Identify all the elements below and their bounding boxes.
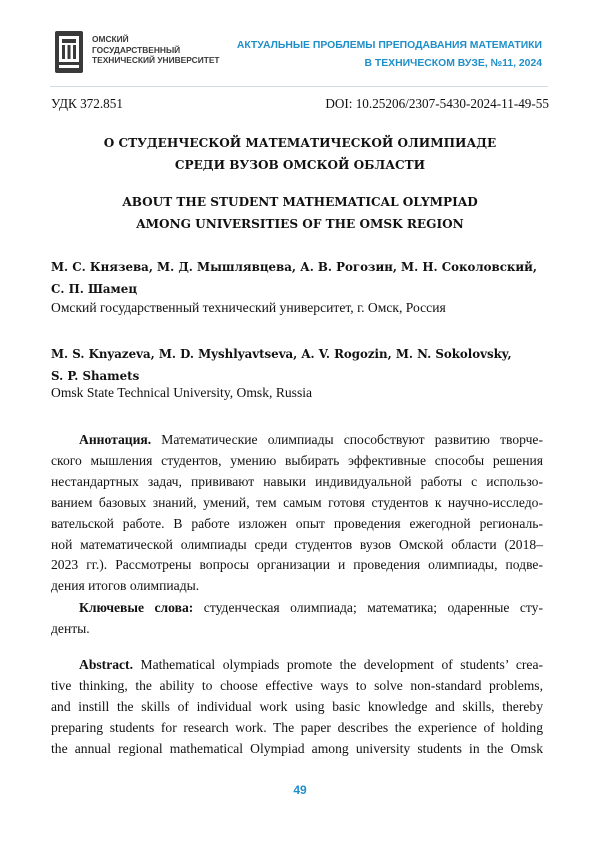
keywords-text: студенческая олимпиада; математика; одаренные сту- xyxy=(193,600,543,615)
keywords-line: денты. xyxy=(51,620,90,636)
title-english xyxy=(50,191,550,235)
authors-line: С. П. Шамец xyxy=(51,282,138,296)
page-number: 49 xyxy=(293,783,307,797)
abstract-line: вательской работе. В работе изложен опыт проведения ежегодной региональ- xyxy=(51,515,543,531)
authors-russian xyxy=(51,256,551,300)
journal-title-line: В ТЕХНИЧЕСКОМ ВУЗЕ, №11, 2024 xyxy=(364,58,542,69)
abstract-label: Аннотация. xyxy=(79,432,152,447)
university-crest-icon xyxy=(54,30,84,74)
journal-title xyxy=(237,37,542,73)
keywords-russian xyxy=(51,598,543,640)
abstract-line: and instill the skills of individual work using basic knowledge and skills, thereby xyxy=(51,698,543,714)
abstract-line: preparing students for research work. The paper describes the experience of holding xyxy=(51,719,543,735)
abstract-line xyxy=(51,430,543,451)
abstract-russian xyxy=(51,430,543,597)
abstract-line: нестандартных задач, прививают навыки индивидуальной работы с использо- xyxy=(51,473,543,489)
header-divider xyxy=(50,86,548,87)
authors-line: S. P. Shamets xyxy=(51,369,140,383)
udk-code: УДК 372.851 xyxy=(51,96,123,111)
university-name-line: ТЕХНИЧЕСКИЙ УНИВЕРСИТЕТ xyxy=(92,55,220,65)
abstract-line: ванием базовых знаний, умений, тем самым готовя студентов к научно-исследо- xyxy=(51,494,543,510)
affiliation-english: Omsk State Technical University, Omsk, Russia xyxy=(51,385,313,400)
page-header xyxy=(0,0,600,92)
university-name xyxy=(92,34,220,66)
title-line: СРЕДИ ВУЗОВ ОМСКОЙ ОБЛАСТИ xyxy=(174,158,426,172)
abstract-line: ной математической олимпиады среди студентов вузов Омской области (2018– xyxy=(51,536,543,552)
journal-title-line: АКТУАЛЬНЫЕ ПРОБЛЕМЫ ПРЕПОДАВАНИЯ МАТЕМАТИКИ xyxy=(236,40,542,51)
abstract-text: Математические олимпиады способствуют развитию творче- xyxy=(151,432,543,447)
doi: DOI: 10.25206/2307-5430-2024-11-49-55 xyxy=(325,96,549,111)
university-name-line: ОМСКИЙ xyxy=(92,34,129,44)
title-russian xyxy=(50,132,550,176)
abstract-line: ского мышления студентов, умению выбирать эффективные способы решения xyxy=(51,452,543,468)
keywords-label: Ключевые слова: xyxy=(79,600,194,615)
abstract-line: tive thinking, the ability to choose effective ways to solve non-standard problems, xyxy=(51,677,543,693)
abstract-text: Mathematical olympiads promote the development of students’ crea- xyxy=(132,657,543,672)
authors-line: M. S. Knyazeva, M. D. Myshlyavtseva, A. V. Rogozin, M. N. Sokolovsky, xyxy=(51,347,512,361)
authors-line: М. С. Князева, М. Д. Мышлявцева, А. В. Рогозин, М. Н. Соколовский, xyxy=(51,260,538,274)
title-line: О СТУДЕНЧЕСКОЙ МАТЕМАТИЧЕСКОЙ ОЛИМПИАДЕ xyxy=(103,136,497,150)
abstract-label: Abstract. xyxy=(79,657,133,672)
affiliation-russian: Омский государственный технический университет, г. Омск, Россия xyxy=(51,300,446,315)
title-line: ABOUT THE STUDENT MATHEMATICAL OLYMPIAD xyxy=(122,195,478,209)
abstract-line: дения итогов олимпиады. xyxy=(51,578,200,594)
abstract-line: the annual regional mathematical Olympiad among university students in the Omsk xyxy=(51,740,543,756)
title-line: AMONG UNIVERSITIES OF THE OMSK REGION xyxy=(136,217,464,231)
abstract-english xyxy=(51,655,543,760)
keywords-line xyxy=(51,598,543,619)
university-name-line: ГОСУДАРСТВЕННЫЙ xyxy=(92,44,181,55)
abstract-line: 2023 гг.). Рассмотрены вопросы организации и проведения олимпиады, подве- xyxy=(51,557,543,573)
abstract-line xyxy=(51,655,543,676)
authors-english xyxy=(51,343,551,387)
